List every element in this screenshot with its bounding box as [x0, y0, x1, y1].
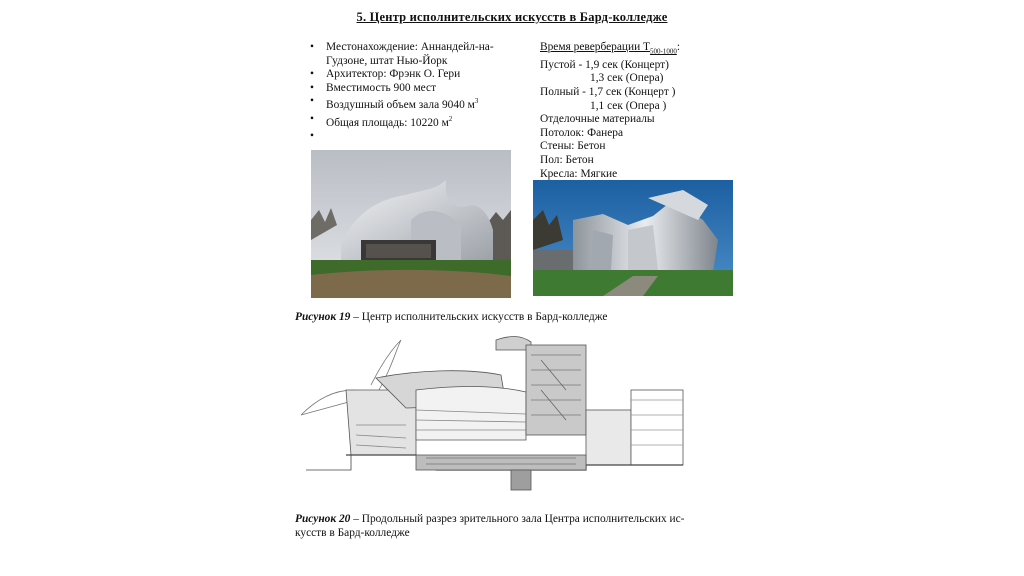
fact-text: Воздушный объем зала 9040 м	[326, 99, 475, 112]
page-title: 5. Центр исполнительских искусств в Бард-колледже	[356, 10, 668, 24]
longitudinal-section-drawing	[296, 330, 686, 500]
fact-item	[310, 68, 530, 82]
fact-text: Местонахождение: Аннандейл-на-Гудзоне, штат Нью-Йорк	[326, 41, 494, 67]
empty-concert: Пустой - 1,9 сек (Концерт)	[540, 58, 669, 71]
figure-19-caption	[295, 311, 607, 325]
fact-text: Архитектор: Фрэнк О. Гери	[326, 68, 461, 81]
building-photo-overcast	[311, 150, 511, 298]
floor-material: Пол: Бетон	[540, 154, 594, 167]
reverb-subscript: 500-1000	[650, 47, 677, 56]
fact-item	[310, 41, 530, 68]
fact-item	[310, 95, 530, 112]
reverb-label: Время реверберации Т	[540, 41, 651, 53]
fact-text: Общая площадь: 10220 м	[326, 116, 449, 129]
seats-material: Кресла: Мягкие	[540, 167, 618, 180]
ceiling-material: Потолок: Фанера	[540, 126, 624, 139]
fact-text: Вместимость 900 мест	[326, 81, 437, 94]
figure-20-text-cont: кусств в Бард-колледже	[295, 526, 410, 539]
figure-19-label: Рисунок 19	[295, 311, 351, 323]
empty-opera: 1,3 сек (Опера)	[590, 72, 664, 85]
full-concert: Полный - 1,7 сек (Концерт )	[540, 86, 676, 99]
figure-20-caption	[295, 513, 735, 540]
figure-20-text: – Продольный разрез зрительного зала Центра исполнительских ис-	[350, 513, 685, 525]
figure-19-text: – Центр исполнительских искусств в Бард-колледже	[350, 311, 608, 323]
finishes-heading: Отделочные материалы	[540, 113, 655, 126]
reverb-suffix: :	[676, 41, 681, 53]
fact-superscript: 2	[448, 114, 453, 123]
facts-list	[310, 41, 530, 130]
figure-20-label: Рисунок 20	[295, 513, 351, 525]
fact-item	[310, 113, 530, 130]
walls-material: Стены: Бетон	[540, 140, 606, 153]
building-facts	[310, 41, 530, 130]
fact-item	[310, 82, 530, 96]
building-photo-blue-sky	[533, 180, 733, 296]
full-opera: 1,1 сек (Опера )	[590, 99, 667, 112]
fact-superscript: 3	[474, 97, 479, 106]
acoustic-facts	[540, 41, 770, 181]
